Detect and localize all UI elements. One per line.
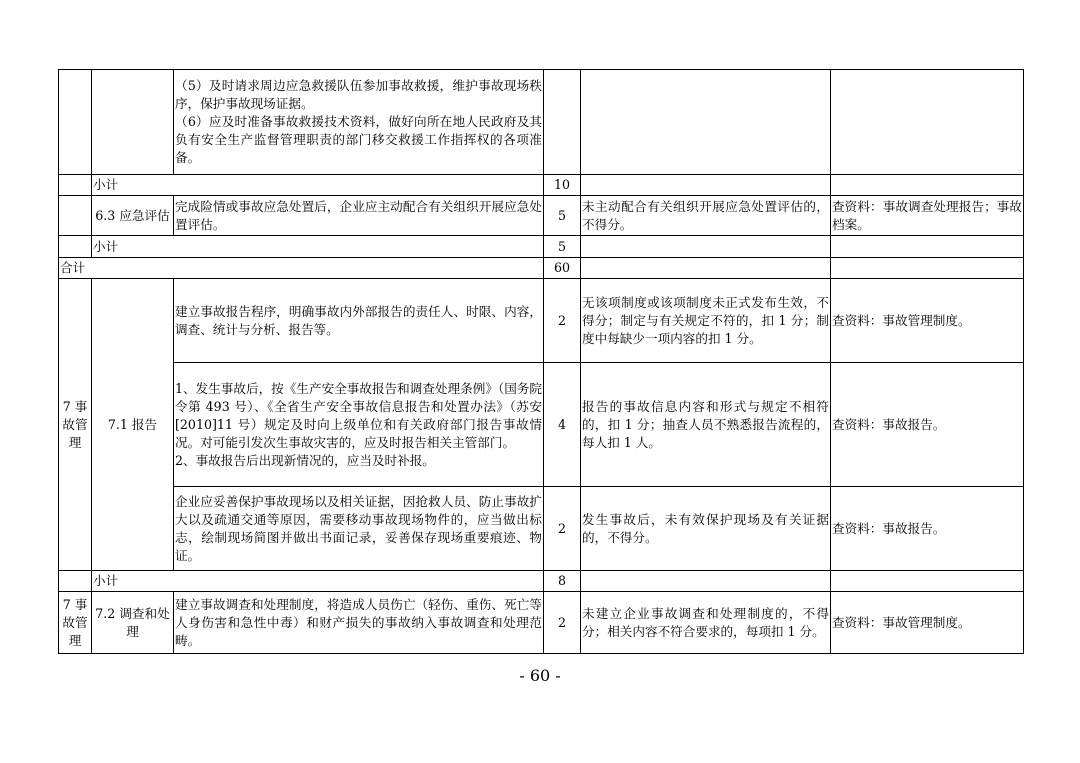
item-cell <box>92 70 174 175</box>
subtotal-label: 小计 <box>92 175 544 196</box>
requirement-cell: 建立事故调查和处理制度，将造成人员伤亡（轻伤、重伤、死亡等人身伤害和急性中毒）和财产损失的事故纳入事故调查和处理范畴。 <box>174 592 544 654</box>
requirement-text: （5）及时请求周边应急救援队伍参加事故救援，维护事故现场秩序，保护事故现场证据。 <box>175 78 542 111</box>
table-row-continued <box>59 70 1024 175</box>
table-row <box>59 487 1024 571</box>
category-cell <box>59 70 92 175</box>
subtotal-row <box>59 236 1024 258</box>
subtotal-score: 8 <box>544 571 581 592</box>
subtotal-label: 小计 <box>92 236 544 258</box>
subtotal-row <box>59 571 1024 592</box>
table-row <box>59 196 1024 236</box>
deduction-cell: 发生事故后，未有效保护现场及有关证据的，不得分。 <box>581 487 831 571</box>
deduction-cell: 无该项制度或该项制度未正式发布生效，不得分；制定与有关规定不符的，扣 1 分；制度中每缺少一项内容的扣 1 分。 <box>581 279 831 363</box>
table-row <box>59 363 1024 487</box>
requirement-cell <box>174 70 544 175</box>
total-score: 60 <box>544 258 581 279</box>
method-cell: 查资料：事故管理制度。 <box>831 279 1024 363</box>
total-row <box>59 258 1024 279</box>
page-number: - 60 - <box>519 666 561 685</box>
score-cell <box>544 70 581 175</box>
deduction-cell: 未主动配合有关组织开展应急处置评估的，不得分。 <box>581 196 831 236</box>
requirement-cell: 建立事故报告程序，明确事故内外部报告的责任人、时限、内容，调查、统计与分析、报告等。 <box>174 279 544 363</box>
score-cell: 4 <box>544 363 581 487</box>
table-row <box>59 279 1024 363</box>
deduction-cell: 未建立企业事故调查和处理制度的，不得分；相关内容不符合要求的，每项扣 1 分。 <box>581 592 831 654</box>
item-cell: 6.3 应急评估 <box>92 196 174 236</box>
subtotal-score: 5 <box>544 236 581 258</box>
requirement-text: 1、发生事故后，按《生产安全事故报告和调查处理条例》（国务院令第 493 号）、《全省生产安全事故信息报告和处置办法》（苏安[2010]11 号）规定及时向上级单位和有关政府部门报告事故情况。对可能引发次生事故灾害的，应及时报告相关主管部门。 <box>175 380 542 450</box>
requirement-cell: 完成险情或事故应急处置后，企业应主动配合有关组织开展应急处置评估。 <box>174 196 544 236</box>
category-cell: 7 事故管理 <box>59 279 92 571</box>
score-cell: 2 <box>544 592 581 654</box>
requirement-text: （6）应及时准备事故救援技术资料，做好向所在地人民政府及其负有安全生产监督管理职责的部门移交救援工作指挥权的各项准备。 <box>175 114 542 165</box>
score-cell: 2 <box>544 279 581 363</box>
subtotal-score: 10 <box>544 175 581 196</box>
subtotal-label: 小计 <box>92 571 544 592</box>
method-cell: 查资料：事故报告。 <box>831 487 1024 571</box>
table-row <box>59 592 1024 654</box>
requirement-cell <box>174 363 544 487</box>
deduction-cell <box>581 70 831 175</box>
assessment-table <box>58 69 1024 654</box>
score-cell: 5 <box>544 196 581 236</box>
category-cell: 7 事故管理 <box>59 592 92 654</box>
requirement-cell: 企业应妥善保护事故现场以及相关证据，因抢救人员、防止事故扩大以及疏通交通等原因，需要移动事故现场物件的，应当做出标志，绘制现场简图并做出书面记录，妥善保存现场重要痕迹、物证。 <box>174 487 544 571</box>
method-cell: 查资料：事故管理制度。 <box>831 592 1024 654</box>
requirement-text: 2、事故报告后出现新情况的，应当及时补报。 <box>175 452 435 468</box>
item-cell: 7.1 报告 <box>92 279 174 571</box>
method-cell <box>831 70 1024 175</box>
total-label: 合计 <box>59 258 544 279</box>
score-cell: 2 <box>544 487 581 571</box>
subtotal-row <box>59 175 1024 196</box>
method-cell: 查资料：事故调查处理报告；事故档案。 <box>831 196 1024 236</box>
item-cell: 7.2 调查和处理 <box>92 592 174 654</box>
deduction-cell: 报告的事故信息内容和形式与规定不相符的，扣 1 分；抽查人员不熟悉报告流程的，每人扣 1 人。 <box>581 363 831 487</box>
method-cell: 查资料：事故报告。 <box>831 363 1024 487</box>
